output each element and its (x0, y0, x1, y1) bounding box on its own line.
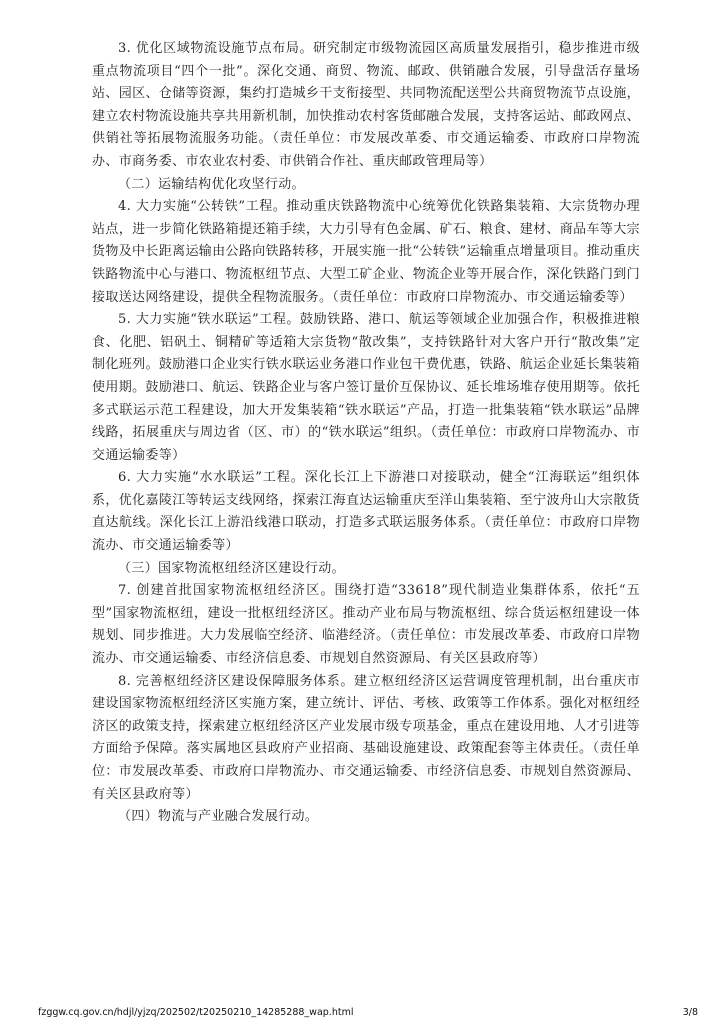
page-url: fzggw.cq.gov.cn/hdjl/yjzq/202502/t20250210_14285288_wap.html (38, 1007, 354, 1018)
section-heading-4: （四）物流与产业融合发展行动。 (118, 809, 319, 825)
page-number: 3/8 (682, 1007, 698, 1018)
paragraph-item-3: 3. 优化区域物流设施节点布局。研究制定市级物流园区高质量发展指引，稳步推进市级重点物流项目“四个一批”。深化交通、商贸、物流、邮政、供销融合发展，引导盘活存量场站、园区、仓储等资源，集约打造城乡干支衔接型、共同物流配送型公共商贸物流节点设施，建立农村物流设施共享共用新机制，加快推动农村客货邮融合发展，支持客运站、邮政网点、供销社等拓展物流服务功能。（责任单位：市发展改革委、市交通运输委、市政府口岸物流办、市商务委、市农业农村委、市供销合作社、重庆邮政管理局等） (92, 41, 640, 169)
paragraph-item-7: 7. 创建首批国家物流枢纽经济区。围绕打造“33618”现代制造业集群体系，依托“五型”国家物流枢纽，建设一批枢纽经济区。推动产业布局与物流枢纽、综合货运枢纽建设一体规划、同步推进。大力发展临空经济、临港经济。（责任单位：市发展改革委、市政府口岸物流办、市交通运输委、市经济信息委、市规划自然资源局、有关区县政府等） (92, 583, 640, 667)
section-heading-3: （三）国家物流枢纽经济区建设行动。 (118, 560, 345, 576)
paragraph-item-4: 4. 大力实施“公转铁”工程。推动重庆铁路物流中心统筹优化铁路集装箱、大宗货物办理站点，进一步简化铁路箱提还箱手续，大力引导有色金属、矿石、粮食、建材、商品车等大宗货物及中长距离运输由公路向铁路转移，开展实施一批“公转铁”运输重点增量项目。推动重庆铁路物流中心与港口、物流枢纽节点、大型工矿企业、物流企业等开展合作，深化铁路门到门接取送达网络建设，提供全程物流服务。（责任单位：市政府口岸物流办、市交通运输委等） (92, 199, 640, 305)
paragraph-item-8: 8. 完善枢纽经济区建设保障服务体系。建立枢纽经济区运营调度管理机制，出台重庆市建设国家物流枢纽经济区实施方案，建立统计、评估、考核、政策等工作体系。强化对枢纽经济区的政策支持，探索建立枢纽经济区产业发展市级专项基金，重点在建设用地、人才引进等方面给予保障。落实属地区县政府产业招商、基础设施建设、政策配套等主体责任。（责任单位：市发展改革委、市政府口岸物流办、市交通运输委、市经济信息委、市规划自然资源局、有关区县政府等） (92, 673, 640, 802)
document-body (92, 38, 640, 829)
paragraph-item-5: 5. 大力实施“铁水联运”工程。鼓励铁路、港口、航运等领域企业加强合作，积极推进粮食、化肥、铝矾土、铜精矿等适箱大宗货物“散改集”，支持铁路针对大客户开行“散改集”定制化班列。鼓励港口企业实行铁水联运业务港口作业包干费优惠，铁路、航运企业延长集装箱使用期。鼓励港口、航运、铁路企业与客户签订量价互保协议、延长堆场堆存使用期等。依托多式联运示范工程建设，加大开发集装箱“铁水联运”产品，打造一批集装箱“铁水联运”品牌线路，拓展重庆与周边省（区、市）的“铁水联运”组织。（责任单位：市政府口岸物流办、市交通运输委等） (92, 312, 640, 463)
paragraph-item-6: 6. 大力实施“水水联运”工程。深化长江上下游港口对接联动，健全“江海联运”组织体系，优化嘉陵江等转运支线网络，探索江海直达运输重庆至洋山集装箱、至宁波舟山大宗散货直达航线。深化长江上游沿线港口联动，打造多式联运服务体系。（责任单位：市政府口岸物流办、市交通运输委等） (92, 470, 640, 554)
section-heading-2: （二）运输结构优化攻坚行动。 (118, 176, 305, 192)
